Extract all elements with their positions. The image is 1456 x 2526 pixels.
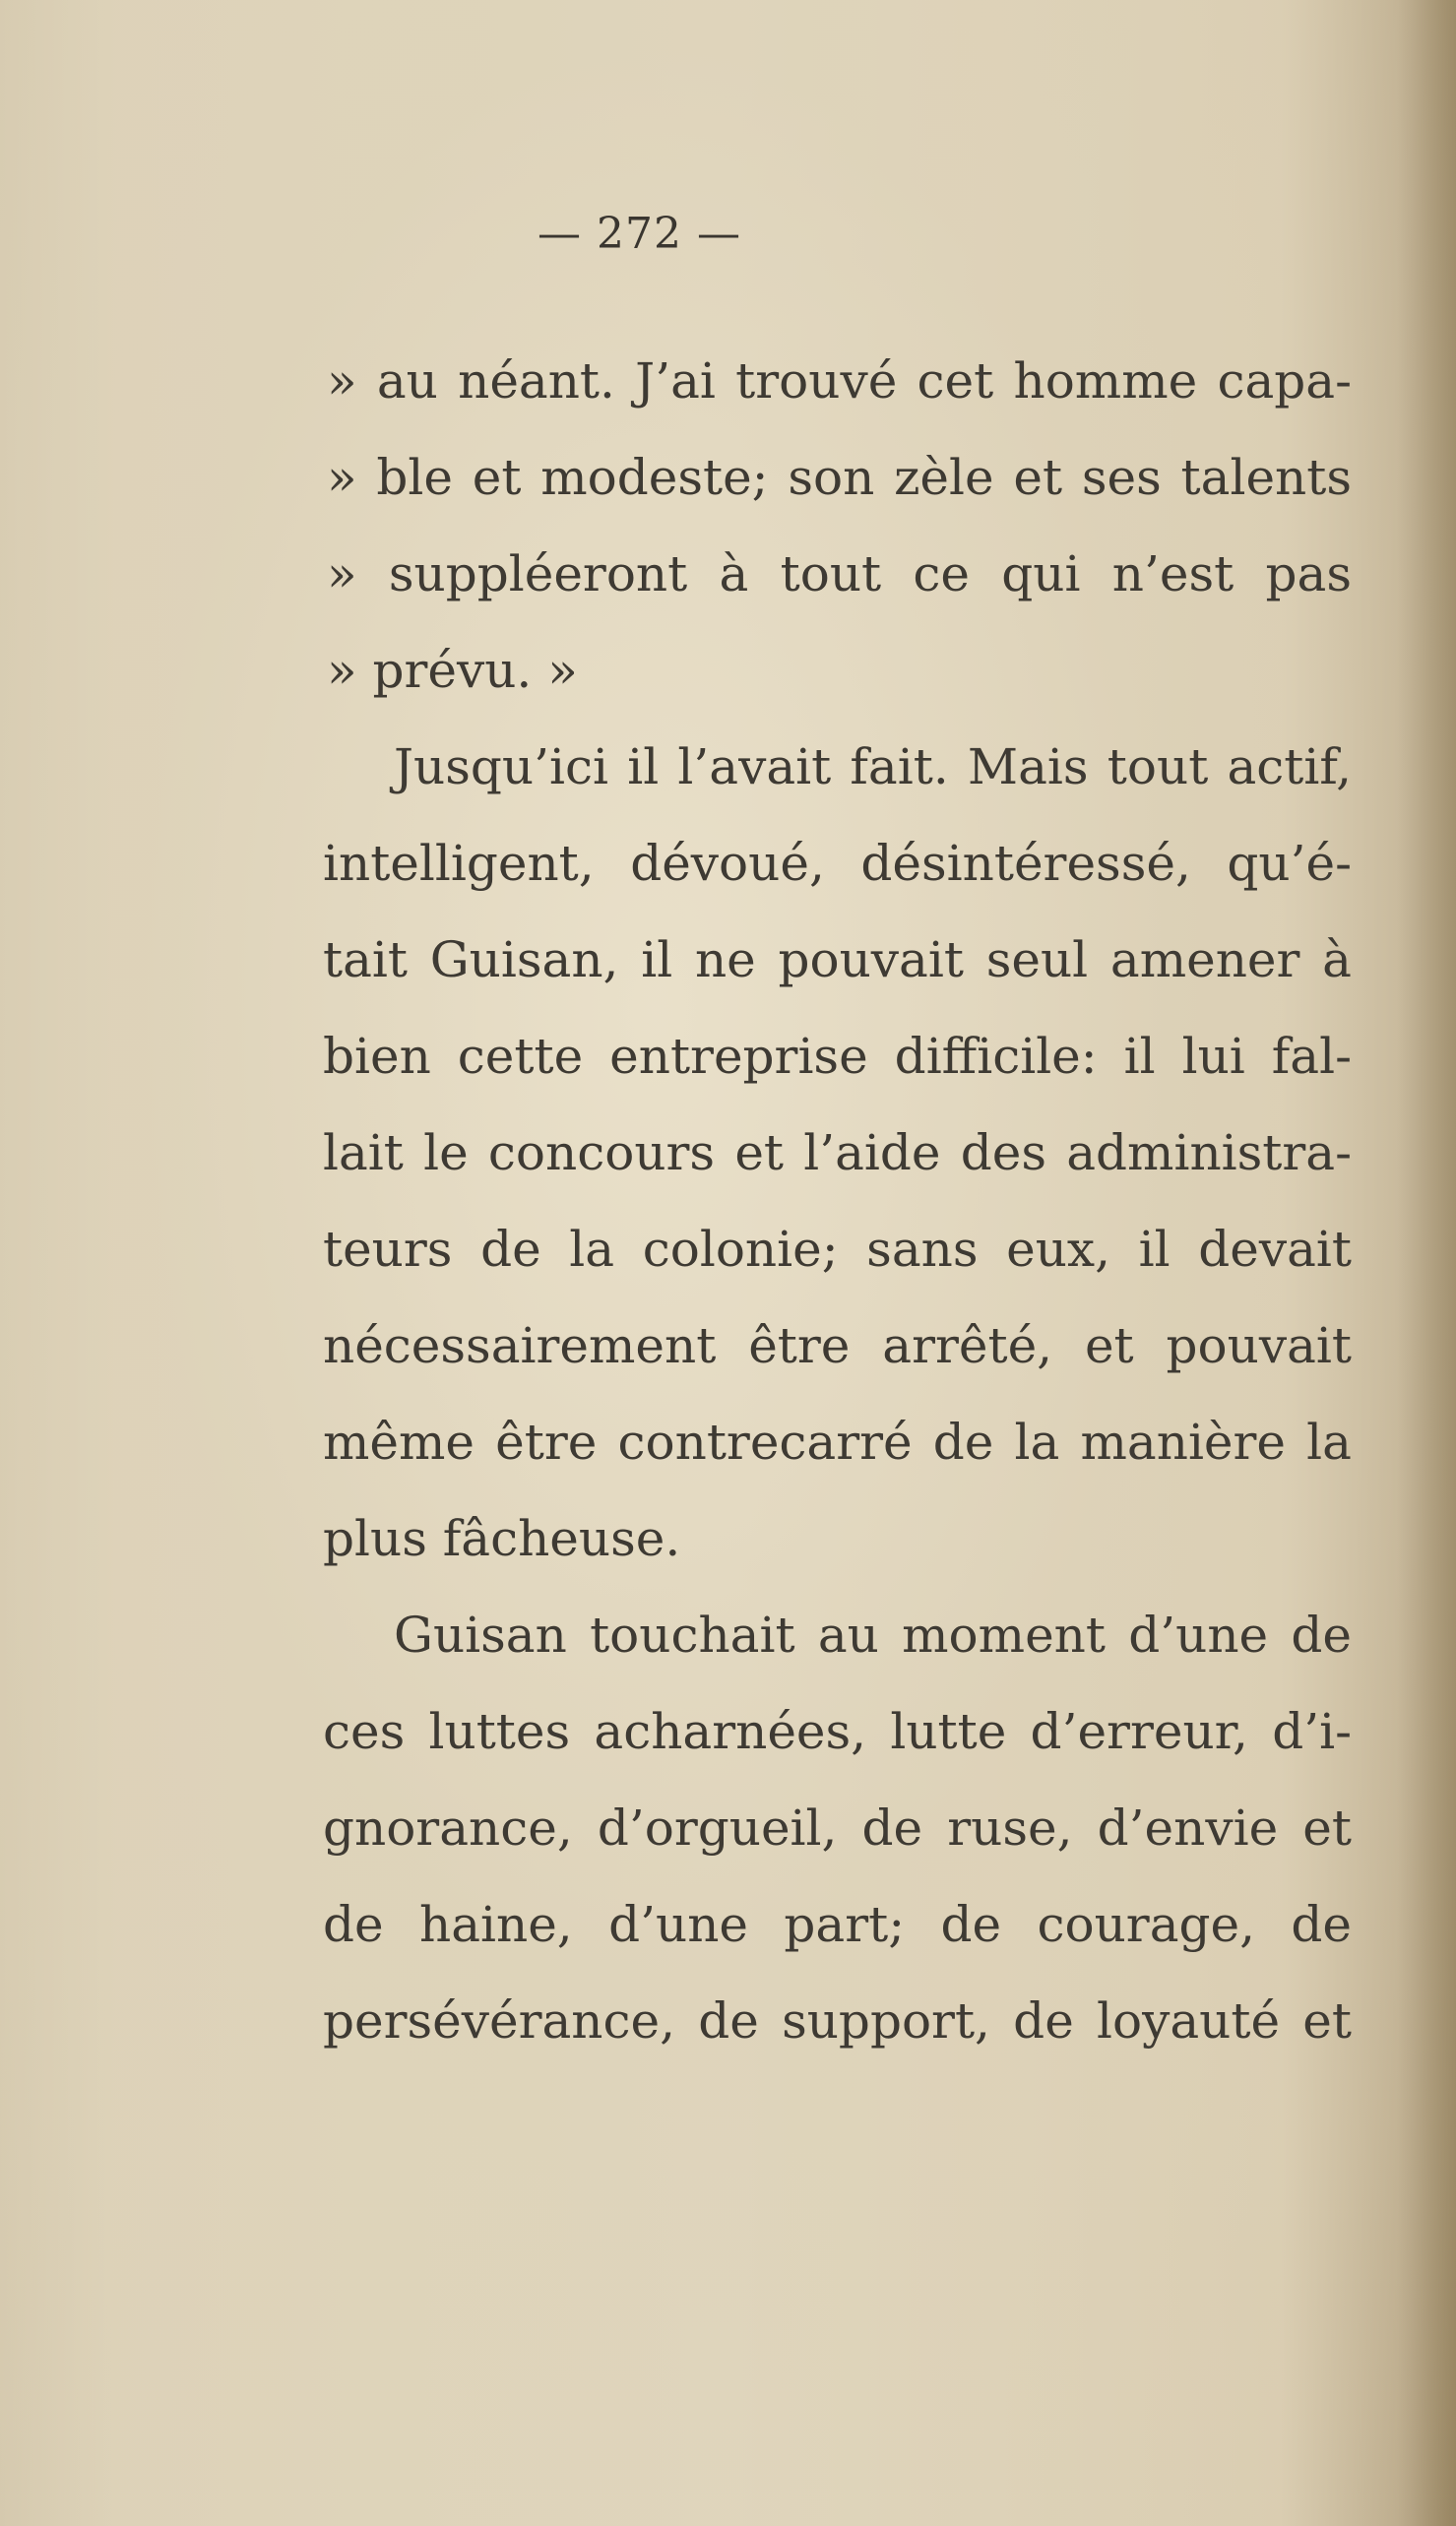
text-line: » suppléeront à tout ce qui n’est pas (327, 545, 1352, 602)
text-line: plus fâcheuse. (323, 1510, 681, 1567)
text-line: gnorance, d’orgueil, de ruse, d’envie et (323, 1800, 1352, 1857)
text-line: tait Guisan, il ne pouvait seul amener à (323, 931, 1352, 988)
paragraph-first-line: Jusqu’ici il l’avait fait. Mais tout actif, (394, 738, 1352, 795)
text-line: intelligent, dévoué, désintéressé, qu’é- (323, 835, 1352, 892)
text-line: de haine, d’une part; de courage, de (323, 1896, 1352, 1953)
page-edge-shadow (1397, 0, 1456, 2526)
text-line: teurs de la colonie; sans eux, il devait (323, 1221, 1352, 1278)
text-line: nécessairement être arrêté, et pouvait (323, 1317, 1352, 1374)
text-line: » ble et modeste; son zèle et ses talents (327, 449, 1352, 506)
text-line: lait le concours et l’aide des administra- (323, 1124, 1352, 1181)
text-line: persévérance, de support, de loyauté et (323, 1992, 1352, 2050)
paragraph-first-line: Guisan touchait au moment d’une de (394, 1607, 1352, 1664)
text-line: même être contrecarré de la manière la (323, 1414, 1352, 1471)
text-line: » au néant. J’ai trouvé cet homme capa- (327, 352, 1352, 410)
text-line: ces luttes acharnées, lutte d’erreur, d’i- (323, 1703, 1352, 1760)
text-line: bien cette entreprise difficile: il lui fal- (323, 1028, 1352, 1085)
text-line: » prévu. » (327, 642, 578, 699)
page-number: — 272 — (538, 209, 741, 259)
body-text (323, 333, 1352, 2069)
